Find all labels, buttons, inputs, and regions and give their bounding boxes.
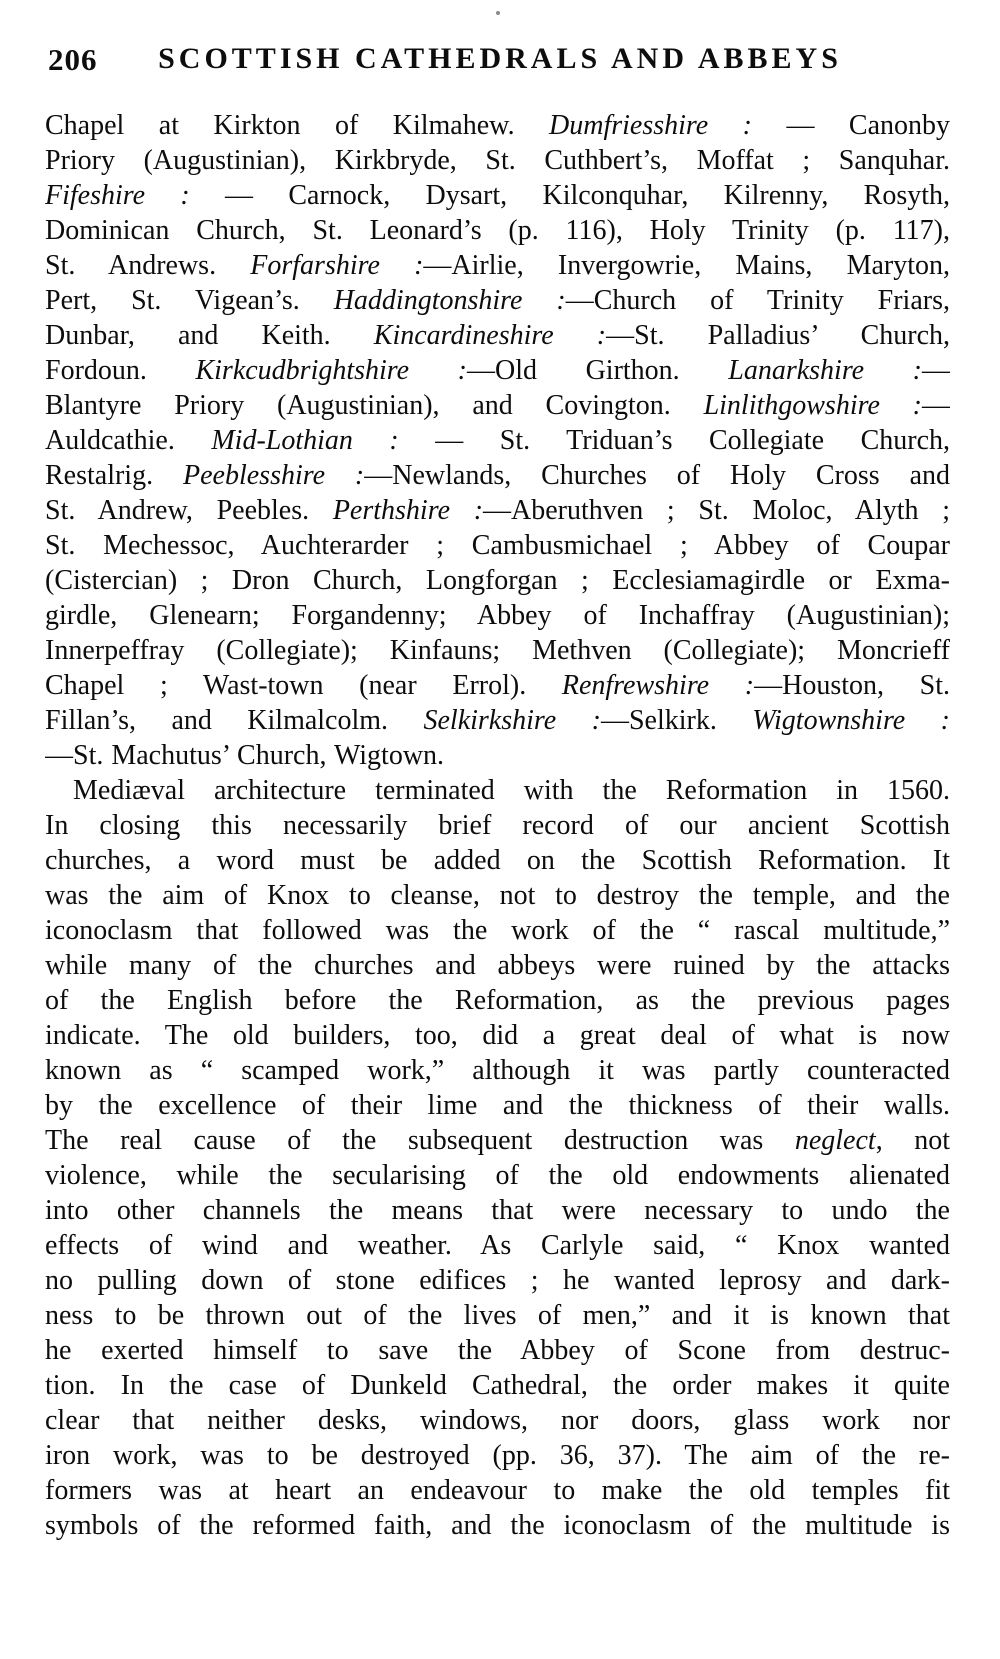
text-segment: iconoclasm that followed was the work of the “ rascal multitude,” [45,915,950,946]
text-line [45,563,950,598]
text-line [45,143,950,178]
text-segment: was the aim of Knox to cleanse, not to destroy the temple, and the [45,880,950,911]
county-name: Renfrewshire : [561,670,755,701]
text-segment: Fordoun. [45,355,196,386]
page-number: 206 [48,42,98,77]
running-title: SCOTTISH CATHEDRALS AND ABBEYS [158,42,842,75]
county-name: Selkirkshire : [423,705,601,736]
text-segment: clear that neither desks, windows, nor doors, glass work nor [45,1405,950,1436]
text-line [45,913,950,948]
text-segment: girdle, Glenearn; Forgandenny; Abbey of Inchaffray (Augustinian); [45,600,950,631]
text-segment: — Canonby [752,110,950,141]
county-name: Linlithgowshire : [703,390,923,421]
county-name: Perthshire : [332,495,484,526]
text-line [45,1263,950,1298]
text-segment: Mediæval architecture terminated with the Reformation in 1560. [73,775,950,806]
text-segment: indicate. The old builders, too, did a great deal of what is now [45,1020,950,1051]
text-segment: tion. In the case of Dunkeld Cathedral, the order makes it quite [45,1370,950,1401]
scan-speck [496,11,500,15]
text-line [45,1088,950,1123]
text-line [45,458,950,493]
text-segment: churches, a word must be added on the Scottish Reformation. It [45,845,950,876]
paragraph [45,108,950,773]
county-name: Kincardineshire : [373,320,607,351]
text-segment: (Cistercian) ; Dron Church, Longforgan ; Ecclesiamagirdle or Exma- [45,565,950,596]
text-line [45,318,950,353]
text-segment: no pulling down of stone edifices ; he wanted leprosy and dark- [45,1265,950,1296]
text-segment: —Selkirk. [600,705,753,736]
county-name: Lanarkshire : [728,355,923,386]
county-name: Wigtownshire : [752,705,950,736]
text-line [45,948,950,983]
county-name: neglect [794,1125,876,1156]
text-segment: Priory (Augustinian), Kirkbryde, St. Cuthbert’s, Moffat ; Sanquhar. [45,145,950,176]
text-line [45,1053,950,1088]
text-line [45,1368,950,1403]
text-segment: Dominican Church, St. Leonard’s (p. 116), Holy Trinity (p. 117), [45,215,950,246]
text-segment: — [922,355,950,386]
text-segment: — [922,390,950,421]
text-line [45,773,950,808]
county-name: Peeblesshire : [183,460,365,491]
text-line [45,1018,950,1053]
text-segment: St. Andrew, Peebles. [45,495,333,526]
text-segment: —Newlands, Churches of Holy Cross and [364,460,950,491]
text-segment: by the excellence of their lime and the thickness of their walls. [45,1090,950,1121]
county-name: Kirkcudbrightshire : [195,355,467,386]
text-line [45,1508,950,1543]
text-segment: Dunbar, and Keith. [45,320,374,351]
text-line [45,108,950,143]
text-segment: St. Andrews. [45,250,251,281]
text-line [45,1298,950,1333]
text-segment: St. Mechessoc, Auchterarder ; Cambusmichael ; Abbey of Coupar [45,530,950,561]
text-line [45,353,950,388]
text-segment: Fillan’s, and Kilmalcolm. [45,705,424,736]
text-segment: —St. Machutus’ Church, Wigtown. [45,740,445,771]
text-segment: of the English before the Reformation, as the previous pages [45,985,950,1016]
text-segment: iron work, was to be destroyed (pp. 36, 37). The aim of the re- [45,1440,950,1471]
text-line [45,668,950,703]
text-segment: symbols of the reformed faith, and the iconoclasm of the multitude is [45,1510,950,1541]
text-line [45,283,950,318]
text-segment: —Houston, St. [754,670,950,701]
text-segment: formers was at heart an endeavour to make the old temples fit [45,1475,950,1506]
text-segment: into other channels the means that were necessary to undo the [45,1195,950,1226]
county-name: Forfarshire : [250,250,424,281]
county-name: Mid-Lothian : [211,425,399,456]
text-segment: , not [875,1125,950,1156]
text-line [45,703,950,738]
page-body [45,108,950,1543]
text-segment: while many of the churches and abbeys were ruined by the attacks [45,950,950,981]
text-line [45,808,950,843]
text-segment: ness to be thrown out of the lives of men,” and it is known that [45,1300,950,1331]
text-line [45,1123,950,1158]
county-name: Haddingtonshire : [333,285,566,316]
county-name: Fifeshire : [45,180,190,211]
text-line [45,178,950,213]
text-line [45,1403,950,1438]
text-segment: — St. Triduan’s Collegiate Church, [398,425,950,456]
text-segment: Auldcathie. [45,425,212,456]
text-line [45,423,950,458]
text-line [45,493,950,528]
text-line [45,983,950,1018]
text-segment: Innerpeffray (Collegiate); Kinfauns; Methven (Collegiate); Moncrieff [45,635,950,666]
text-line [45,738,950,773]
text-line [45,1228,950,1263]
text-line [45,843,950,878]
text-segment: —Aberuthven ; St. Moloc, Alyth ; [483,495,950,526]
text-line [45,248,950,283]
text-segment: — Carnock, Dysart, Kilconquhar, Kilrenny, Rosyth, [189,180,950,211]
text-segment: he exerted himself to save the Abbey of Scone from destruc- [45,1335,950,1366]
text-line [45,1333,950,1368]
text-segment: —Old Girthon. [467,355,729,386]
text-line [45,878,950,913]
text-segment: Chapel at Kirkton of Kilmahew. [45,110,550,141]
text-line [45,633,950,668]
text-segment: known as “ scamped work,” although it was partly counteracted [45,1055,950,1086]
text-line [45,1193,950,1228]
text-segment: The real cause of the subsequent destruction was [45,1125,795,1156]
text-line [45,1158,950,1193]
text-line [45,213,950,248]
text-segment: Blantyre Priory (Augustinian), and Covington. [45,390,704,421]
text-segment: —Airlie, Invergowrie, Mains, Maryton, [423,250,950,281]
text-line [45,1438,950,1473]
text-segment: effects of wind and weather. As Carlyle said, “ Knox wanted [45,1230,950,1261]
county-name: Dumfriesshire : [549,110,752,141]
page-header [0,42,1000,82]
text-segment: violence, while the secularising of the old endowments alienated [45,1160,950,1191]
text-segment: Pert, St. Vigean’s. [45,285,334,316]
text-line [45,598,950,633]
text-segment: Chapel ; Wast-town (near Errol). [45,670,562,701]
text-segment: In closing this necessarily brief record of our ancient Scottish [45,810,950,841]
text-line [45,388,950,423]
text-line [45,528,950,563]
paragraph [45,773,950,1543]
text-segment: —Church of Trinity Friars, [565,285,950,316]
text-segment: —St. Palladius’ Church, [606,320,950,351]
text-line [45,1473,950,1508]
text-segment: Restalrig. [45,460,183,491]
